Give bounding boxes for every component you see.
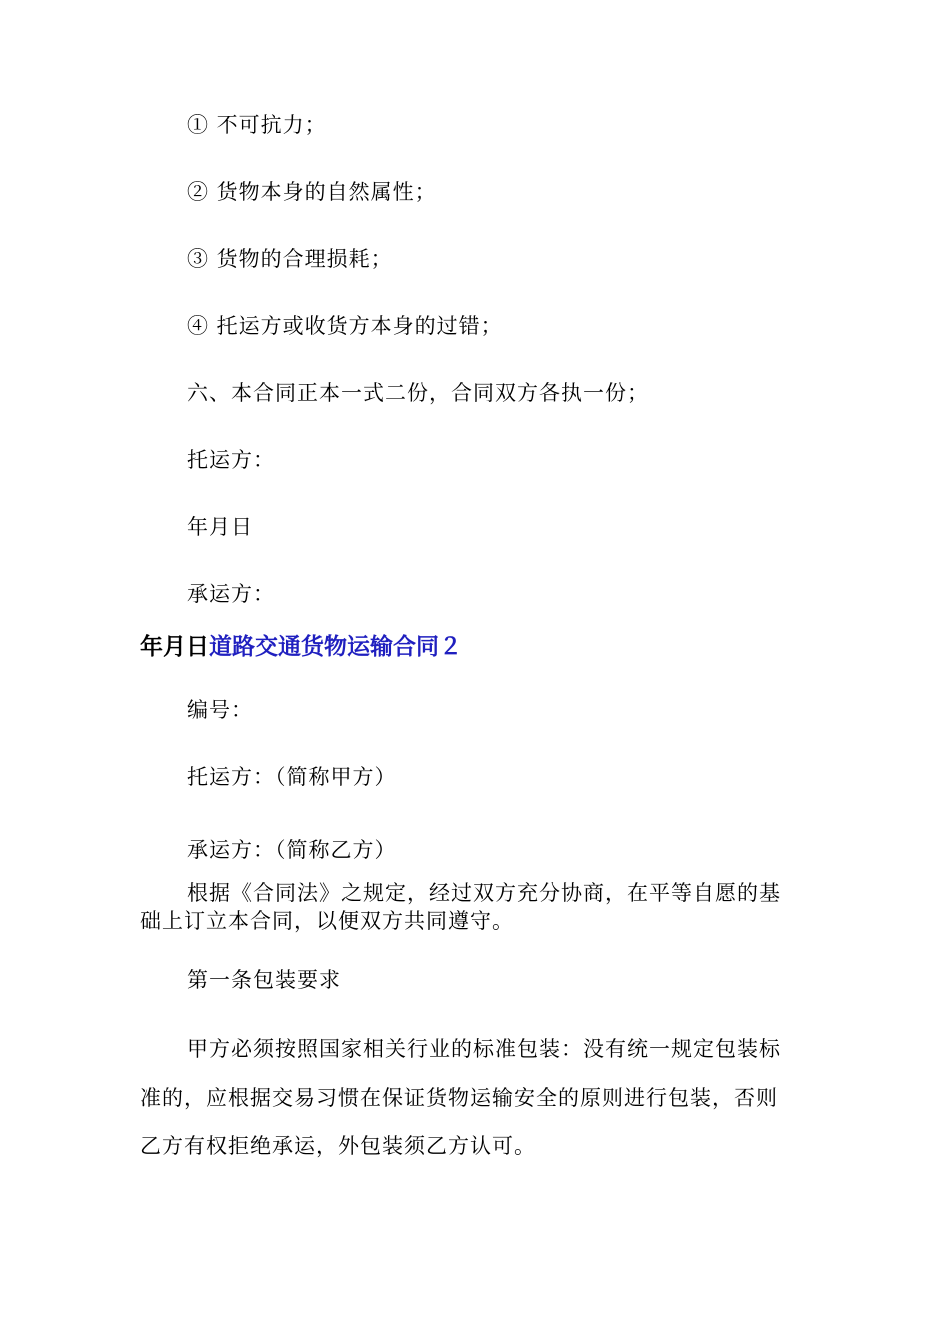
intro-paragraph-line: 础上订立本合同，以便双方共同遵守。	[140, 909, 514, 933]
intro-paragraph-line: 根据《合同法》之规定，经过双方充分协商，在平等自愿的基	[187, 881, 781, 905]
carrier-signature: 承运方：	[187, 582, 275, 606]
article-one-line: 甲方必须按照国家相关行业的标准包装：没有统一规定包装标	[187, 1037, 781, 1061]
article-one-line: 乙方有权拒绝承运，外包装须乙方认可。	[140, 1134, 536, 1158]
heading-date: 年月日	[140, 633, 209, 660]
article-one-title: 第一条包装要求	[187, 968, 341, 992]
date-line: 年月日	[187, 515, 253, 539]
clause-six: 六、本合同正本一式二份，合同双方各执一份；	[187, 381, 649, 405]
shipper-party: 托运方：（简称甲方）	[187, 765, 397, 789]
article-one-line: 准的，应根据交易习惯在保证货物运输安全的原则进行包装，否则	[140, 1086, 778, 1110]
contract-number-label: 编号：	[187, 698, 253, 722]
list-item: ④ 托运方或收货方本身的过错；	[187, 314, 503, 338]
shipper-signature: 托运方：	[187, 448, 275, 472]
list-item: ② 货物本身的自然属性；	[187, 180, 437, 204]
list-item: ③ 货物的合理损耗；	[187, 247, 393, 271]
carrier-party: 承运方：（简称乙方）	[187, 838, 397, 862]
contract-heading	[140, 633, 462, 661]
heading-title-link[interactable]: 道路交通货物运输合同２	[209, 633, 462, 660]
list-item: ① 不可抗力；	[187, 113, 327, 137]
